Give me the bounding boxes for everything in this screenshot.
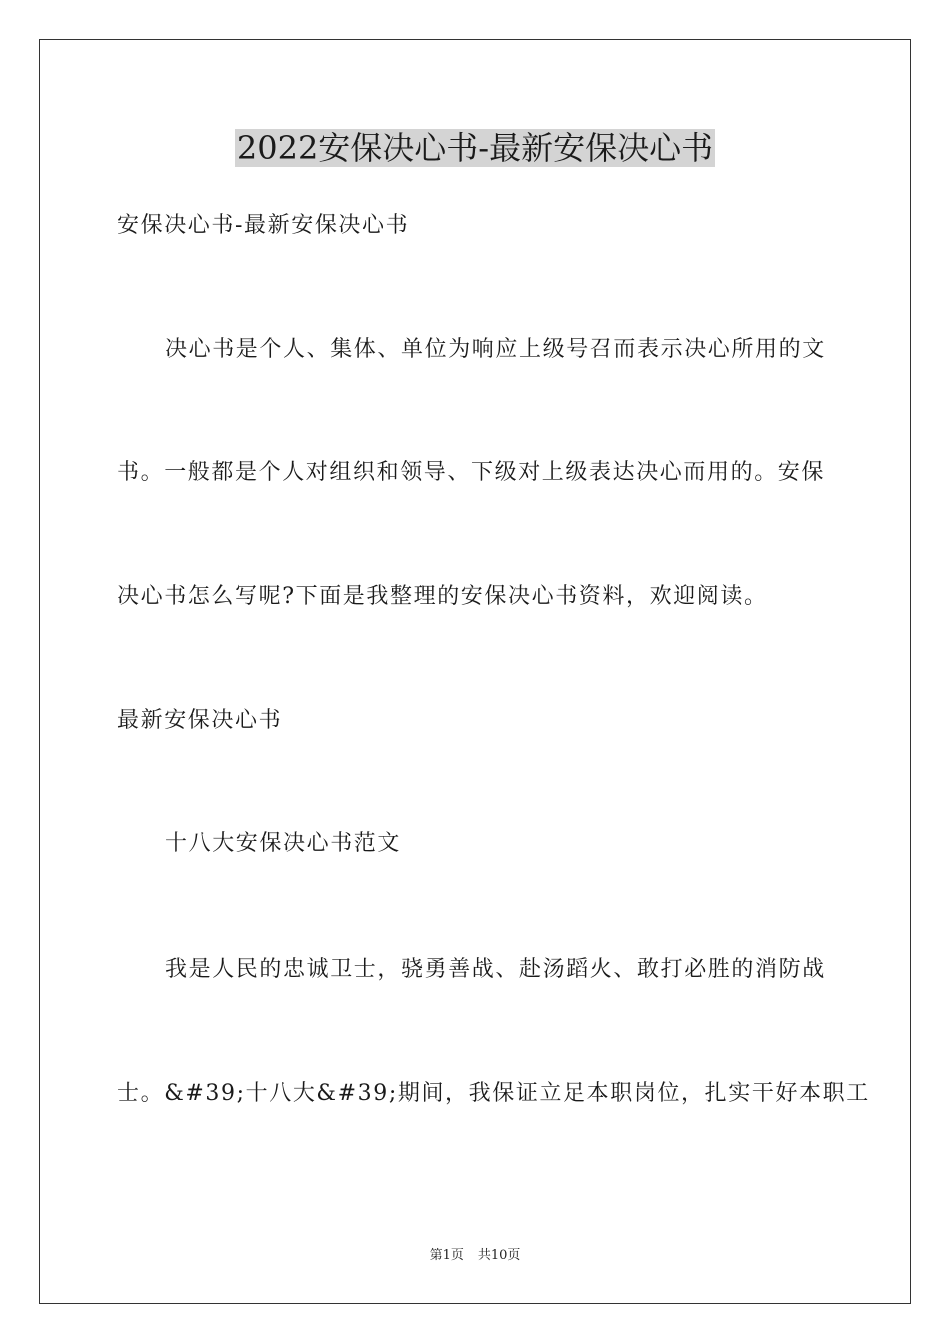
section-heading: 最新安保决心书 <box>117 708 283 733</box>
page-total: 共10页 <box>477 1248 521 1263</box>
paragraph-line: 决心书是个人、集体、单位为响应上级号召而表示决心所用的文 <box>165 337 826 362</box>
paragraph-line: 士。&#39;十八大&#39;期间，我保证立足本职岗位，扎实干好本职工 <box>117 1081 870 1106</box>
paragraph-line: 我是人民的忠诚卫士，骁勇善战、赴汤蹈火、敢打必胜的消防战 <box>165 957 826 982</box>
page-footer <box>0 1247 950 1265</box>
subtitle-line: 安保决心书-最新安保决心书 <box>117 213 410 238</box>
subsection-heading: 十八大安保决心书范文 <box>165 831 402 856</box>
paragraph-line: 决心书怎么写呢?下面是我整理的安保决心书资料，欢迎阅读。 <box>117 584 768 609</box>
title-text: 2022安保决心书-最新安保决心书 <box>236 129 714 167</box>
document-title <box>0 126 950 170</box>
page-number: 第1页 <box>429 1248 464 1263</box>
paragraph-line: 书。一般都是个人对组织和领导、下级对上级表达决心而用的。安保 <box>117 460 826 485</box>
